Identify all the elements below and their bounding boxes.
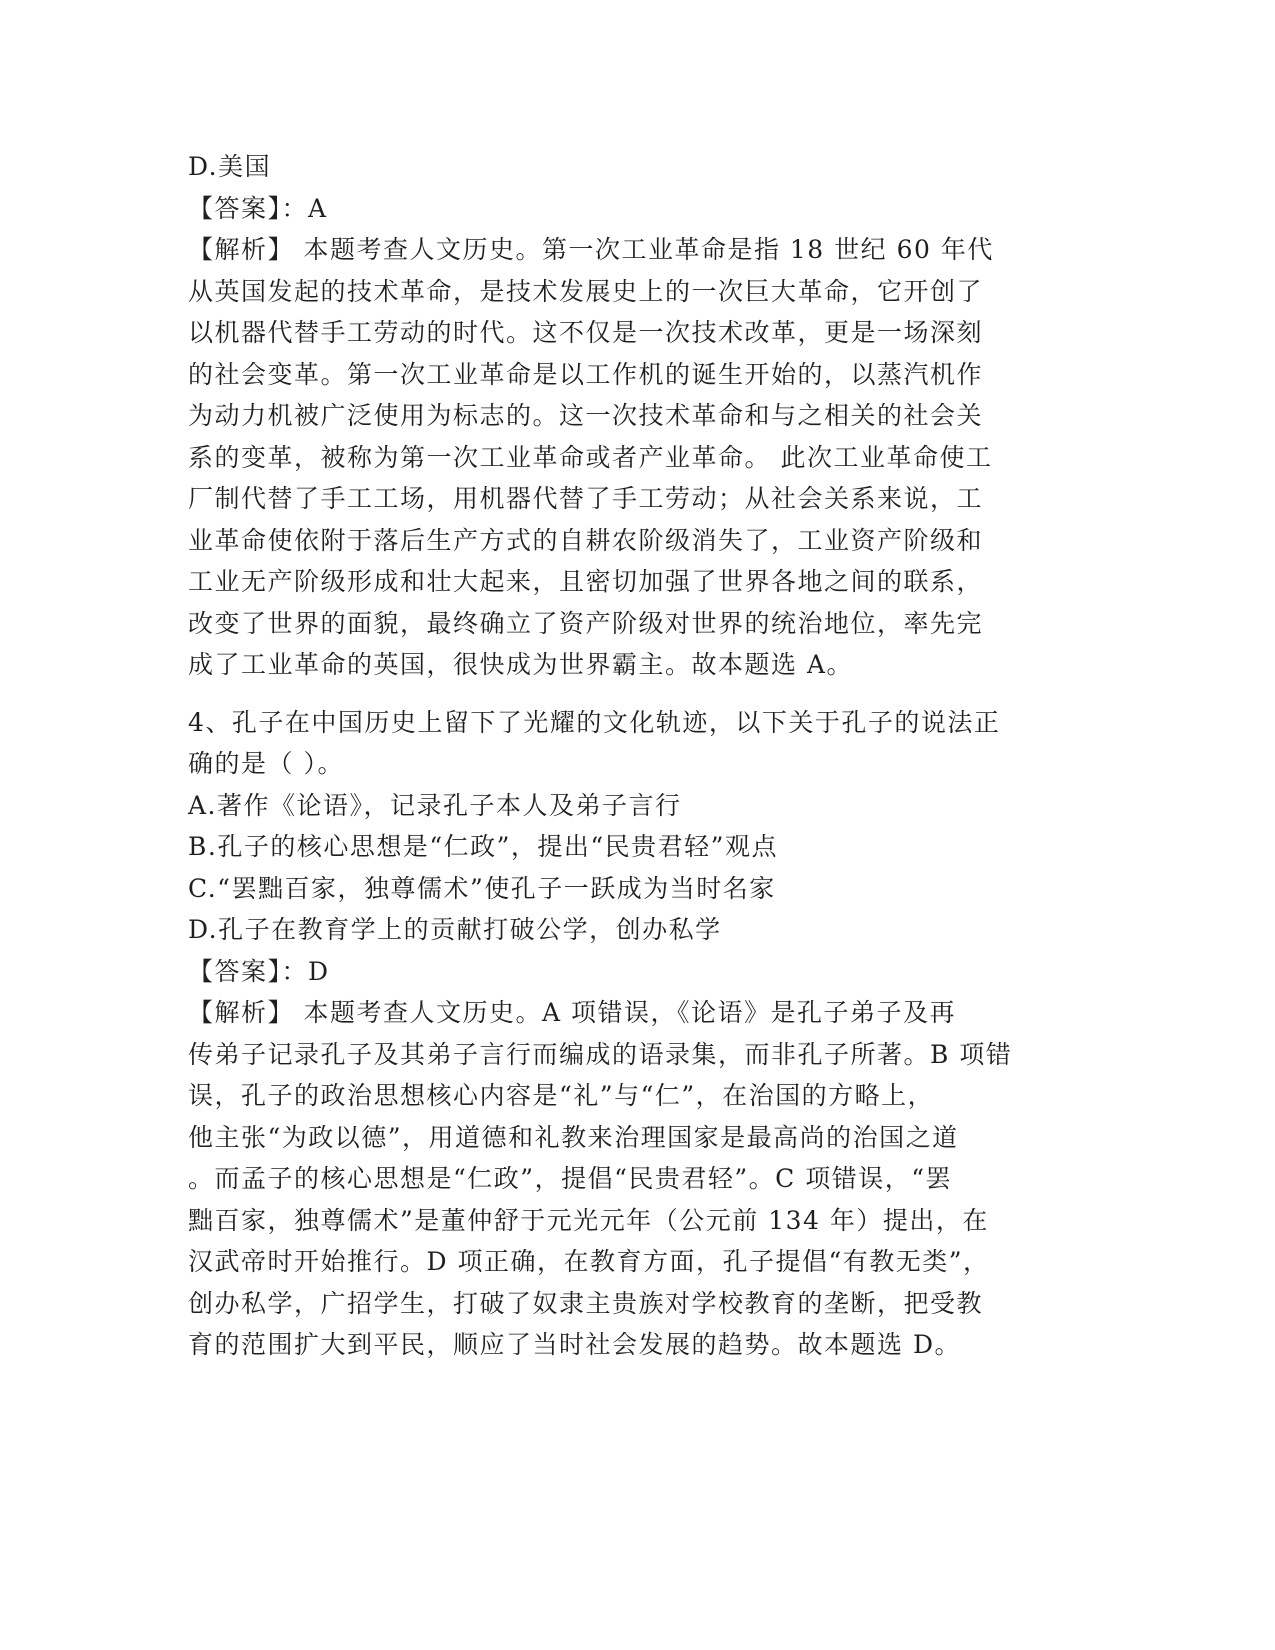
analysis-line: 【解析】 本题考查人文历史。A 项错误，《论语》是孔子弟子及再	[188, 998, 956, 1027]
q4-answer: 【答案】：D	[188, 956, 330, 986]
q4-question	[188, 702, 1068, 785]
analysis-line: 育的范围扩大到平民，顺应了当时社会发展的趋势。故本题选 D。	[188, 1330, 961, 1359]
analysis-line: 传弟子记录孔子及其弟子言行而编成的语录集，而非孔子所著。B 项错	[188, 1039, 1013, 1069]
analysis-line: 他主张“为政以德”，用道德和礼教来治理国家是最高尚的治国之道	[188, 1122, 959, 1152]
analysis-line: 从英国发起的技术革命，是技术发展史上的一次巨大革命，它开创了	[188, 276, 984, 306]
analysis-line: 改变了世界的面貌，最终确立了资产阶级对世界的统治地位，率先完	[188, 608, 984, 638]
analysis-line: 工业无产阶级形成和壮大起来，且密切加强了世界各地之间的联系，	[188, 567, 984, 596]
analysis-line: 以机器代替手工劳动的时代。这不仅是一次技术改革，更是一场深刻	[188, 318, 984, 347]
analysis-line: 【解析】 本题考查人文历史。第一次工业革命是指 18 世纪 60 年代	[188, 235, 994, 264]
q3-answer: 【答案】：A	[188, 193, 328, 223]
analysis-line: 系的变革，被称为第一次工业革命或者产业革命。 此次工业革命使工	[188, 442, 993, 472]
question-line: 确的是（ ）。	[188, 749, 344, 778]
analysis-line: 黜百家，独尊儒术”是董仲舒于元光元年（公元前 134 年）提出，在	[188, 1205, 989, 1235]
q4-option-b: B.孔子的核心思想是“仁政”，提出“民贵君轻”观点	[188, 832, 778, 861]
analysis-line: 为动力机被广泛使用为标志的。这一次技术革命和与之相关的社会关	[188, 401, 984, 430]
q4-option-a: A.著作《论语》，记录孔子本人及弟子言行	[188, 790, 682, 820]
question-spacer	[188, 686, 1068, 702]
analysis-line: 厂制代替了手工工场，用机器代替了手工劳动；从社会关系来说，工	[188, 484, 984, 513]
q4-option-d: D.孔子在教育学上的贡献打破公学，创办私学	[188, 915, 722, 944]
analysis-line: 业革命使依附于落后生产方式的自耕农阶级消失了，工业资产阶级和	[188, 525, 984, 555]
analysis-line: 汉武帝时开始推行。D 项正确，在教育方面，孔子提倡“有教无类”，	[188, 1247, 990, 1276]
analysis-line: 创办私学，广招学生，打破了奴隶主贵族对学校教育的垄断，把受教	[188, 1288, 984, 1318]
q3-analysis	[188, 229, 1068, 686]
analysis-line: 误，孔子的政治思想核心内容是“礼”与“仁”，在治国的方略上，	[188, 1081, 935, 1110]
analysis-line: 。而孟子的核心思想是“仁政”，提倡“民贵君轻”。C 项错误，“罢	[188, 1164, 952, 1193]
analysis-line: 的社会变革。第一次工业革命是以工作机的诞生开始的，以蒸汽机作	[188, 359, 984, 389]
document-body	[188, 146, 1068, 1366]
q4-option-c: C.“罢黜百家，独尊儒术”使孔子一跃成为当时名家	[188, 873, 776, 903]
q4-analysis	[188, 992, 1068, 1366]
q3-option-d: D.美国	[188, 152, 272, 181]
analysis-line: 成了工业革命的英国，很快成为世界霸主。故本题选 A。	[188, 650, 854, 679]
question-line: 4、孔子在中国历史上留下了光耀的文化轨迹，以下关于孔子的说法正	[188, 707, 1001, 737]
